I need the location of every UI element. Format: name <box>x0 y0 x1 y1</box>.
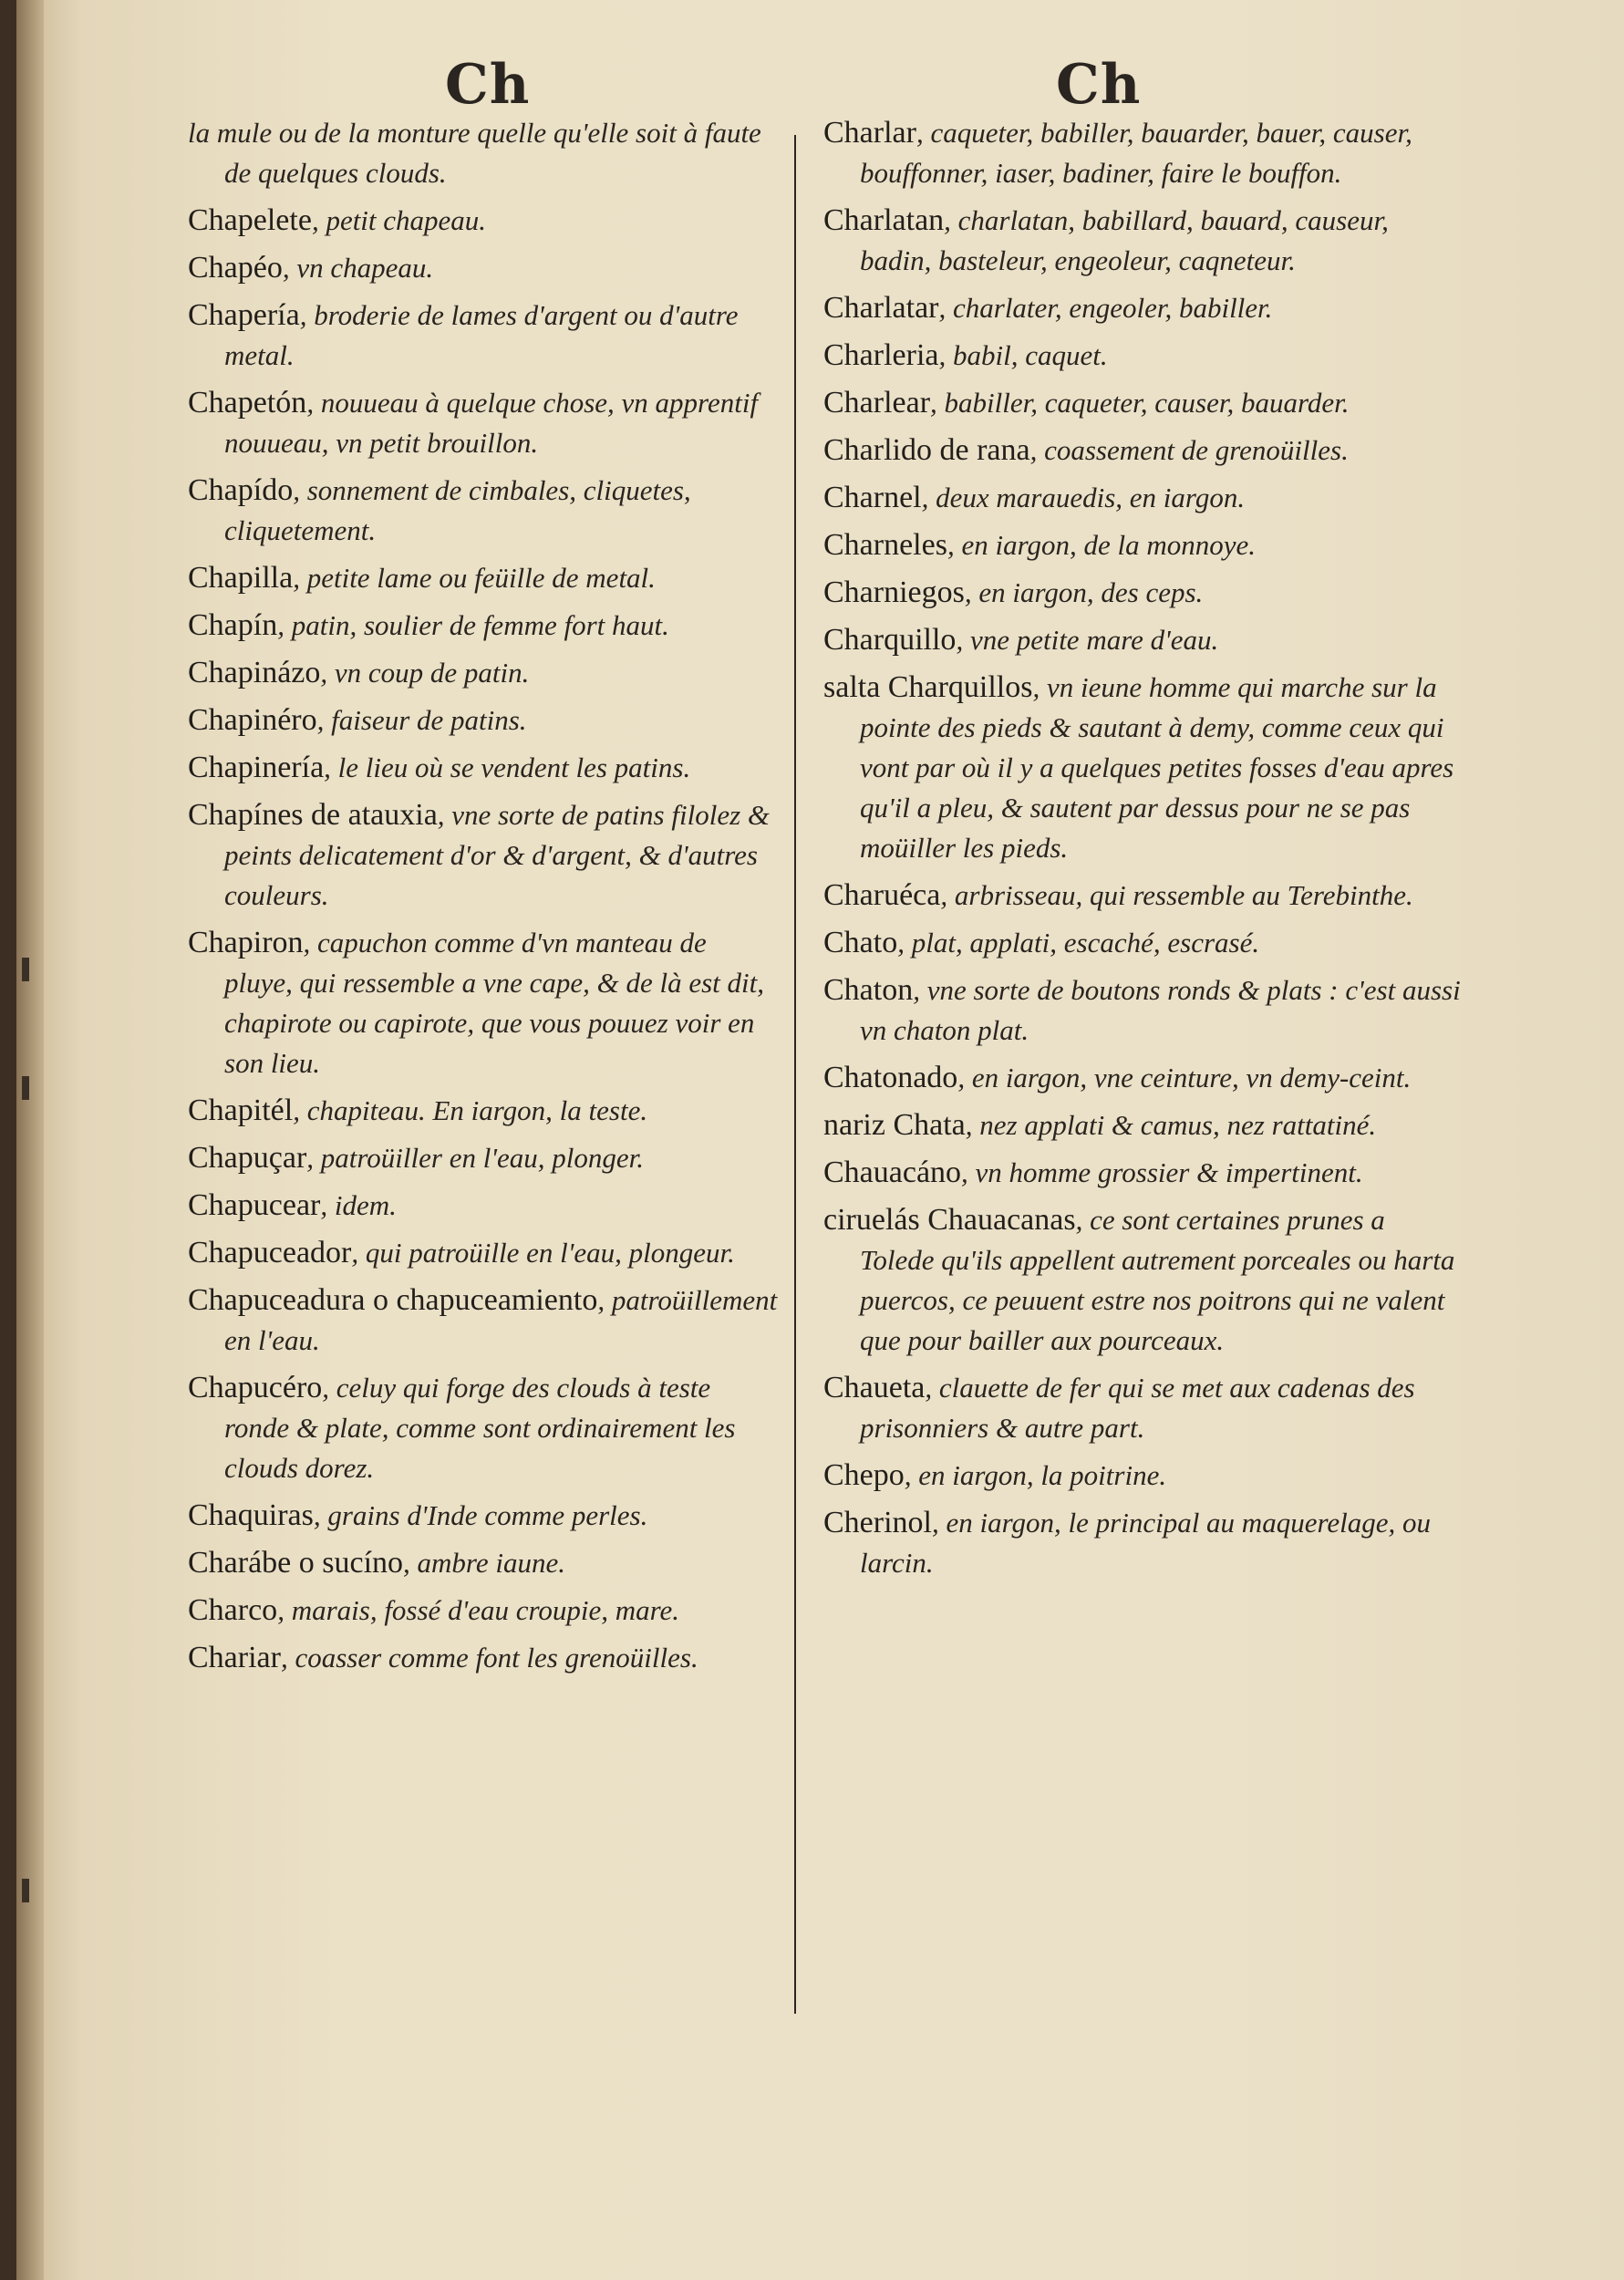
dictionary-entry <box>188 113 781 193</box>
dictionary-entry <box>823 383 1462 423</box>
entry-definition: , en iargon, la poitrine. <box>904 1459 1167 1491</box>
entry-definition: , deux marauedis, en iargon. <box>921 482 1246 513</box>
entry-headword: nariz Chata <box>823 1108 966 1142</box>
dictionary-entry <box>823 923 1462 963</box>
entry-headword: Chapitél <box>188 1093 294 1127</box>
entry-definition: , petite lame ou feüille de metal. <box>293 562 656 594</box>
entry-headword: Charnel <box>823 481 922 514</box>
dictionary-entry <box>823 1368 1462 1448</box>
entry-headword: Chatonado <box>823 1061 958 1094</box>
entry-definition: , charlater, engeoler, babiller. <box>938 292 1273 324</box>
dictionary-entry <box>188 748 781 788</box>
entry-headword: Chapelete <box>188 203 312 237</box>
dictionary-entry <box>823 1153 1462 1193</box>
entry-headword: Chaquiras <box>188 1498 314 1532</box>
entry-definition: , qui patroüille en l'eau, plongeur. <box>351 1237 735 1269</box>
entry-definition: , vn chapeau. <box>282 252 434 284</box>
dictionary-entry <box>823 478 1462 518</box>
entry-headword: Chapuceador <box>188 1236 352 1270</box>
dictionary-entry <box>823 288 1462 328</box>
entry-headword: Charlar <box>823 116 916 150</box>
entry-headword: Chapinería <box>188 751 325 784</box>
entry-headword: Chapuçar <box>188 1141 307 1175</box>
entry-definition: , patroüillement en l'eau. <box>224 1284 778 1356</box>
entry-definition: , caqueter, babiller, bauarder, bauer, causer, bouffonner, iaser, badiner, faire le bouffon. <box>860 117 1412 189</box>
entry-definition: , vne sorte de patins filolez & peints delicatement d'or & d'argent, & d'autres couleurs. <box>224 799 771 911</box>
dictionary-entry <box>188 558 781 598</box>
dictionary-entry <box>188 1638 781 1678</box>
entry-definition: , en iargon, des ceps. <box>964 576 1204 608</box>
entry-headword: Charneles <box>823 528 947 562</box>
entry-definition: , vne sorte de boutons ronds & plats : c'est aussi vn chaton plat. <box>860 974 1461 1046</box>
entry-definition: , le lieu où se vendent les patins. <box>324 751 691 783</box>
entry-definition: , en iargon, vne ceinture, vn demy-ceint. <box>957 1062 1412 1093</box>
dictionary-entry <box>188 606 781 646</box>
entry-definition: , faiseur de patins. <box>316 704 527 736</box>
entry-definition: , vn coup de patin. <box>320 657 530 689</box>
dictionary-entry <box>823 970 1462 1051</box>
entry-definition: , marais, fossé d'eau croupie, mare. <box>277 1594 680 1626</box>
dictionary-entry <box>823 668 1462 868</box>
entry-definition: , en iargon, le principal au maquerelage, ou larcin. <box>860 1507 1431 1579</box>
entry-headword: Chapído <box>188 473 294 507</box>
entry-definition: , coassement de grenoüilles. <box>1029 434 1349 466</box>
entry-definition: , ambre iaune. <box>403 1547 565 1579</box>
entry-definition: , vn ieune homme qui marche sur la pointe des pieds & sautant à demy, comme ceux qui vont par où il y a quelques petites fosses d'eau apres qu'il a pleu, & sautent par dessus pour ne se pas moüiller les pieds. <box>860 671 1454 864</box>
dictionary-entry <box>188 1186 781 1226</box>
entry-definition: , capuchon comme d'vn manteau de pluye, qui ressemble a vne cape, & de là est dit, chapirote ou capirote, que vous pouuez voir en son lieu. <box>224 927 764 1079</box>
entry-definition: , clauette de fer qui se met aux cadenas des prisonniers & autre part. <box>860 1372 1415 1444</box>
entry-headword: Chapín <box>188 608 278 642</box>
entry-headword: Chato <box>823 926 898 959</box>
dictionary-entry <box>188 295 781 376</box>
entry-definition: , coasser comme font les grenoüilles. <box>280 1642 698 1674</box>
entry-headword: Chapiron <box>188 926 304 959</box>
column-rule <box>794 135 796 2014</box>
dictionary-page <box>16 0 1624 2280</box>
entry-definition: , arbrisseau, qui ressemble au Terebinthe. <box>940 879 1413 911</box>
entry-headword: Chariar <box>188 1641 281 1674</box>
entry-headword: Cherinol <box>823 1506 932 1539</box>
dictionary-entry <box>823 1105 1462 1145</box>
dictionary-entry <box>188 1496 781 1536</box>
dictionary-entry <box>188 1233 781 1273</box>
entry-headword: Charlido de rana <box>823 433 1030 467</box>
dictionary-entry <box>188 471 781 551</box>
dictionary-entry <box>823 1456 1462 1496</box>
entry-definition: , sonnement de cimbales, cliquetes, cliquetement. <box>224 474 691 546</box>
entry-headword: Charco <box>188 1593 278 1627</box>
dictionary-entry <box>188 1591 781 1631</box>
book-gutter <box>16 0 44 2280</box>
dictionary-entry <box>823 1058 1462 1098</box>
dictionary-entry <box>188 1368 781 1488</box>
dictionary-entry <box>823 573 1462 613</box>
dictionary-entry <box>188 1280 781 1361</box>
entry-headword: Chapetón <box>188 386 307 420</box>
entry-definition: , ce sont certaines prunes a Tolede qu'ils appellent autrement porceales ou harta puercos, ce peuuent estre nos poitrons qui ne valent que pour bailler aux pourceaux. <box>860 1204 1455 1356</box>
entry-headword: Chapucear <box>188 1188 321 1222</box>
entry-headword: Chapéo <box>188 251 283 285</box>
right-column <box>823 113 1462 1591</box>
margin-mark <box>22 958 29 981</box>
entry-headword: Charniegos <box>823 575 965 609</box>
entry-definition: , vne petite mare d'eau. <box>956 624 1219 656</box>
dictionary-entry <box>188 1091 781 1131</box>
entry-headword: Chapilla <box>188 561 294 595</box>
entry-headword: Chaton <box>823 973 914 1007</box>
running-head-left: Ch <box>445 53 531 117</box>
dictionary-entry <box>823 1200 1462 1361</box>
dictionary-entry <box>188 383 781 463</box>
entry-definition: , babiller, caqueter, causer, bauarder. <box>930 387 1350 419</box>
entry-definition: , patroüiller en l'eau, plonger. <box>306 1142 644 1174</box>
dictionary-entry <box>823 430 1462 471</box>
entry-definition: , plat, applati, escaché, escrasé. <box>897 927 1260 959</box>
entry-headword: Chapinéro <box>188 703 317 737</box>
entry-definition: , en iargon, de la monnoye. <box>946 529 1257 561</box>
entry-headword: Chapucéro <box>188 1371 323 1404</box>
entry-definition: , vn homme grossier & impertinent. <box>961 1156 1363 1188</box>
dictionary-entry <box>188 923 781 1083</box>
entry-definition: , grains d'Inde comme perles. <box>313 1499 648 1531</box>
entry-definition: , charlatan, babillard, bauard, causeur, badin, basteleur, engeoleur, caqneteur. <box>860 204 1389 276</box>
dictionary-entry <box>823 336 1462 376</box>
entry-definition: , idem. <box>320 1189 397 1221</box>
dictionary-entry <box>823 1503 1462 1583</box>
entry-headword: Chaueta <box>823 1371 926 1404</box>
entry-definition: , broderie de lames d'argent ou d'autre metal. <box>224 299 739 371</box>
entry-definition: la mule ou de la monture quelle qu'elle soit à faute de quelques clouds. <box>188 117 761 189</box>
entry-headword: Chapínes de atauxia <box>188 798 438 832</box>
dictionary-entry <box>823 525 1462 565</box>
entry-headword: Charlatan <box>823 203 945 237</box>
entry-headword: salta Charquillos <box>823 670 1033 704</box>
dictionary-entry <box>823 113 1462 193</box>
entry-headword: Chapería <box>188 298 300 332</box>
entry-headword: Charleria <box>823 338 939 372</box>
entry-definition: , chapiteau. En iargon, la teste. <box>293 1094 648 1126</box>
entry-headword: Charquillo <box>823 623 957 657</box>
dictionary-entry <box>188 1543 781 1583</box>
entry-definition: , celuy qui forge des clouds à teste ronde & plate, comme sont ordinairement les clouds dorez. <box>224 1372 736 1484</box>
entry-headword: Chauacáno <box>823 1156 962 1189</box>
entry-definition: , patin, soulier de femme fort haut. <box>277 609 669 641</box>
dictionary-entry <box>188 201 781 241</box>
running-head-right: Ch <box>1056 53 1142 117</box>
entry-headword: Charábe o sucíno <box>188 1546 404 1580</box>
entry-definition: , babil, caquet. <box>938 339 1108 371</box>
entry-headword: Charlear <box>823 386 931 420</box>
dictionary-entry <box>823 620 1462 660</box>
entry-headword: Charlatar <box>823 291 939 325</box>
dictionary-entry <box>188 795 781 916</box>
dictionary-entry <box>188 653 781 693</box>
dictionary-entry <box>823 876 1462 916</box>
left-column <box>188 113 781 1685</box>
entry-headword: Charuéca <box>823 878 941 912</box>
margin-mark <box>22 1076 29 1100</box>
entry-definition: , petit chapeau. <box>311 204 487 236</box>
margin-mark <box>22 1879 29 1902</box>
entry-headword: Chepo <box>823 1458 905 1492</box>
dictionary-entry <box>188 1138 781 1178</box>
entry-headword: Chapuceadura o chapuceamiento <box>188 1283 598 1317</box>
dictionary-entry <box>823 201 1462 281</box>
dictionary-entry <box>188 248 781 288</box>
entry-definition: , nouueau à quelque chose, vn apprentif nouueau, vn petit brouillon. <box>224 387 759 459</box>
entry-headword: ciruelás Chauacanas <box>823 1203 1076 1237</box>
dictionary-entry <box>188 700 781 741</box>
entry-headword: Chapinázo <box>188 656 321 689</box>
entry-definition: , nez applati & camus, nez rattatiné. <box>965 1109 1377 1141</box>
